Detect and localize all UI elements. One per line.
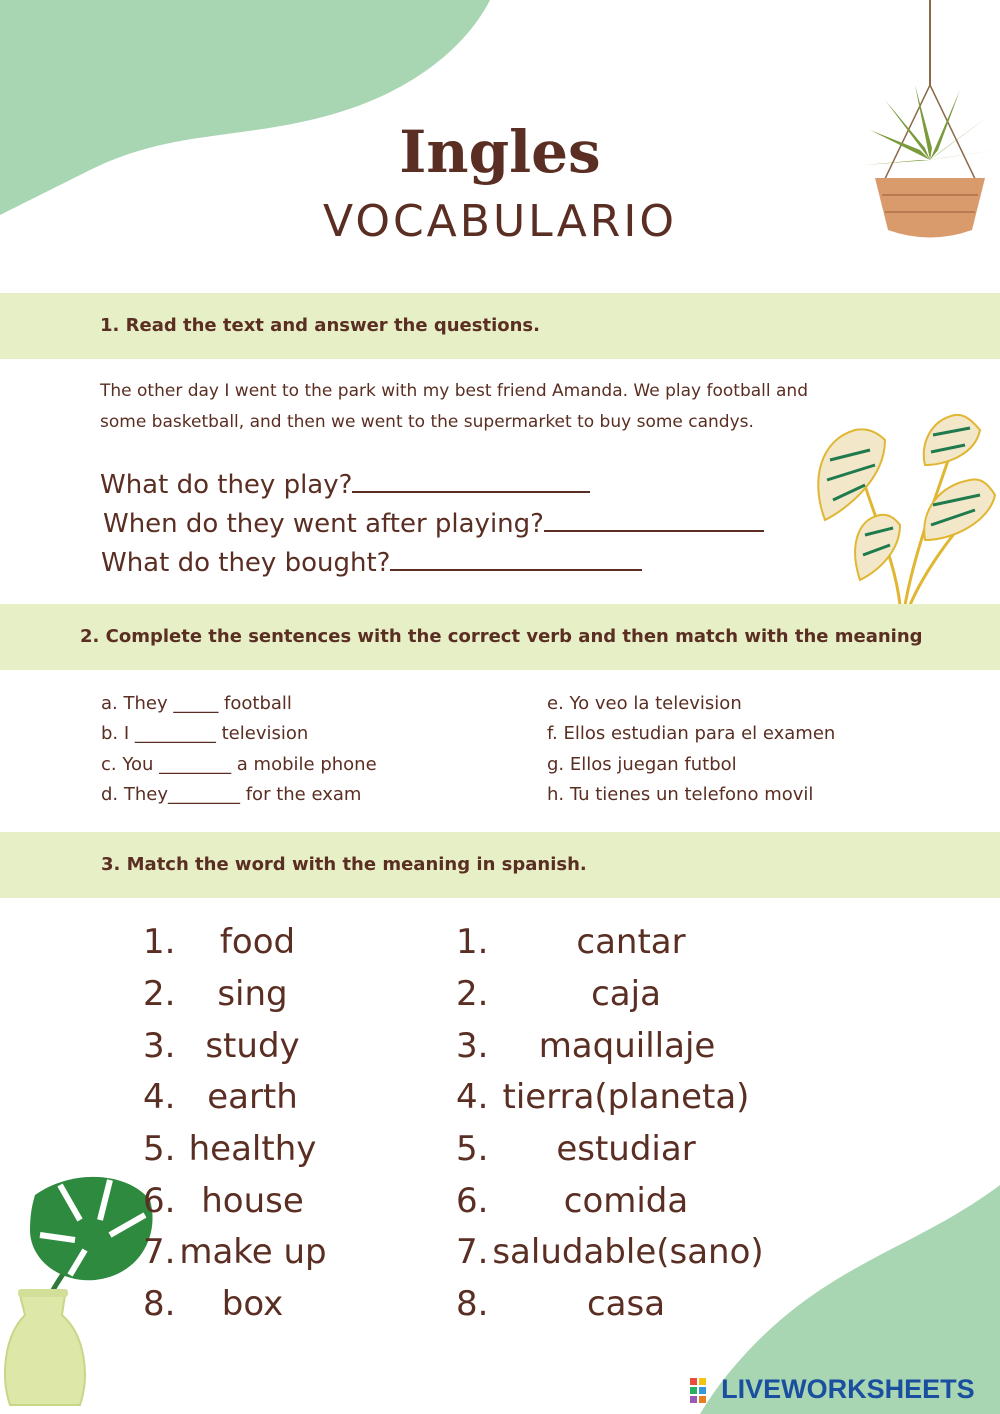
- list-item: 2. caja: [456, 974, 661, 1014]
- meaning-e: e. Yo veo la television: [547, 693, 742, 714]
- list-item: 5. estudiar: [456, 1129, 696, 1169]
- question-text: What do they bought?: [101, 548, 391, 578]
- question-text: What do they play?: [100, 470, 353, 500]
- question-3: [101, 548, 642, 578]
- leafy-plant-icon: [805, 410, 1000, 605]
- liveworksheets-logo[interactable]: [690, 1374, 975, 1404]
- list-item: 5. healthy: [143, 1129, 317, 1169]
- section1-heading: 1. Read the text and answer the questions.: [100, 315, 540, 336]
- list-item: 6. house: [143, 1181, 304, 1221]
- liveworksheets-logo-text: LIVEWORKSHEETS: [721, 1374, 975, 1404]
- meaning-h: h. Tu tienes un telefono movil: [547, 784, 814, 805]
- answer-blank[interactable]: [390, 549, 642, 571]
- passage-line: The other day I went to the park with my best friend Amanda. We play football and: [100, 381, 808, 401]
- sentence-d: d. They________ for the exam: [101, 784, 362, 805]
- page-title: Ingles: [399, 118, 601, 186]
- answer-blank[interactable]: [544, 510, 764, 532]
- list-item: 4. earth: [143, 1077, 298, 1117]
- list-item: 2. sing: [143, 974, 288, 1014]
- liveworksheets-logo-icon: [690, 1376, 716, 1404]
- question-1: [100, 470, 590, 500]
- list-item: 8. casa: [456, 1284, 666, 1324]
- section2-heading: 2. Complete the sentences with the correct verb and then match with the meaning: [80, 626, 923, 647]
- list-item: 4. tierra(planeta): [456, 1077, 750, 1117]
- list-item: 3. study: [143, 1026, 300, 1066]
- section1-band: [0, 293, 1000, 359]
- list-item: 8. box: [143, 1284, 284, 1324]
- list-item: 6. comida: [456, 1181, 689, 1221]
- list-item: 7. saludable(sano): [456, 1232, 764, 1272]
- section3-heading: 3. Match the word with the meaning in spanish.: [101, 854, 587, 875]
- meaning-f: f. Ellos estudian para el examen: [547, 723, 836, 744]
- question-2: [103, 509, 764, 539]
- page-subtitle: VOCABULARIO: [323, 196, 677, 247]
- sentence-b: b. I _________ television: [101, 723, 309, 744]
- sentence-c: c. You ________ a mobile phone: [101, 754, 377, 775]
- section2-band: [0, 604, 1000, 670]
- list-item: 7. make up: [143, 1232, 327, 1272]
- list-item: 1. food: [143, 922, 296, 962]
- sentence-a: a. They _____ football: [101, 693, 292, 714]
- question-text: When do they went after playing?: [103, 509, 544, 539]
- meaning-g: g. Ellos juegan futbol: [547, 754, 737, 775]
- section1-passage: [100, 376, 900, 438]
- section3-band: [0, 832, 1000, 898]
- list-item: 1. cantar: [456, 922, 686, 962]
- answer-blank[interactable]: [352, 471, 590, 493]
- list-item: 3. maquillaje: [456, 1026, 716, 1066]
- passage-line: some basketball, and then we went to the supermarket to buy some candys.: [100, 412, 754, 432]
